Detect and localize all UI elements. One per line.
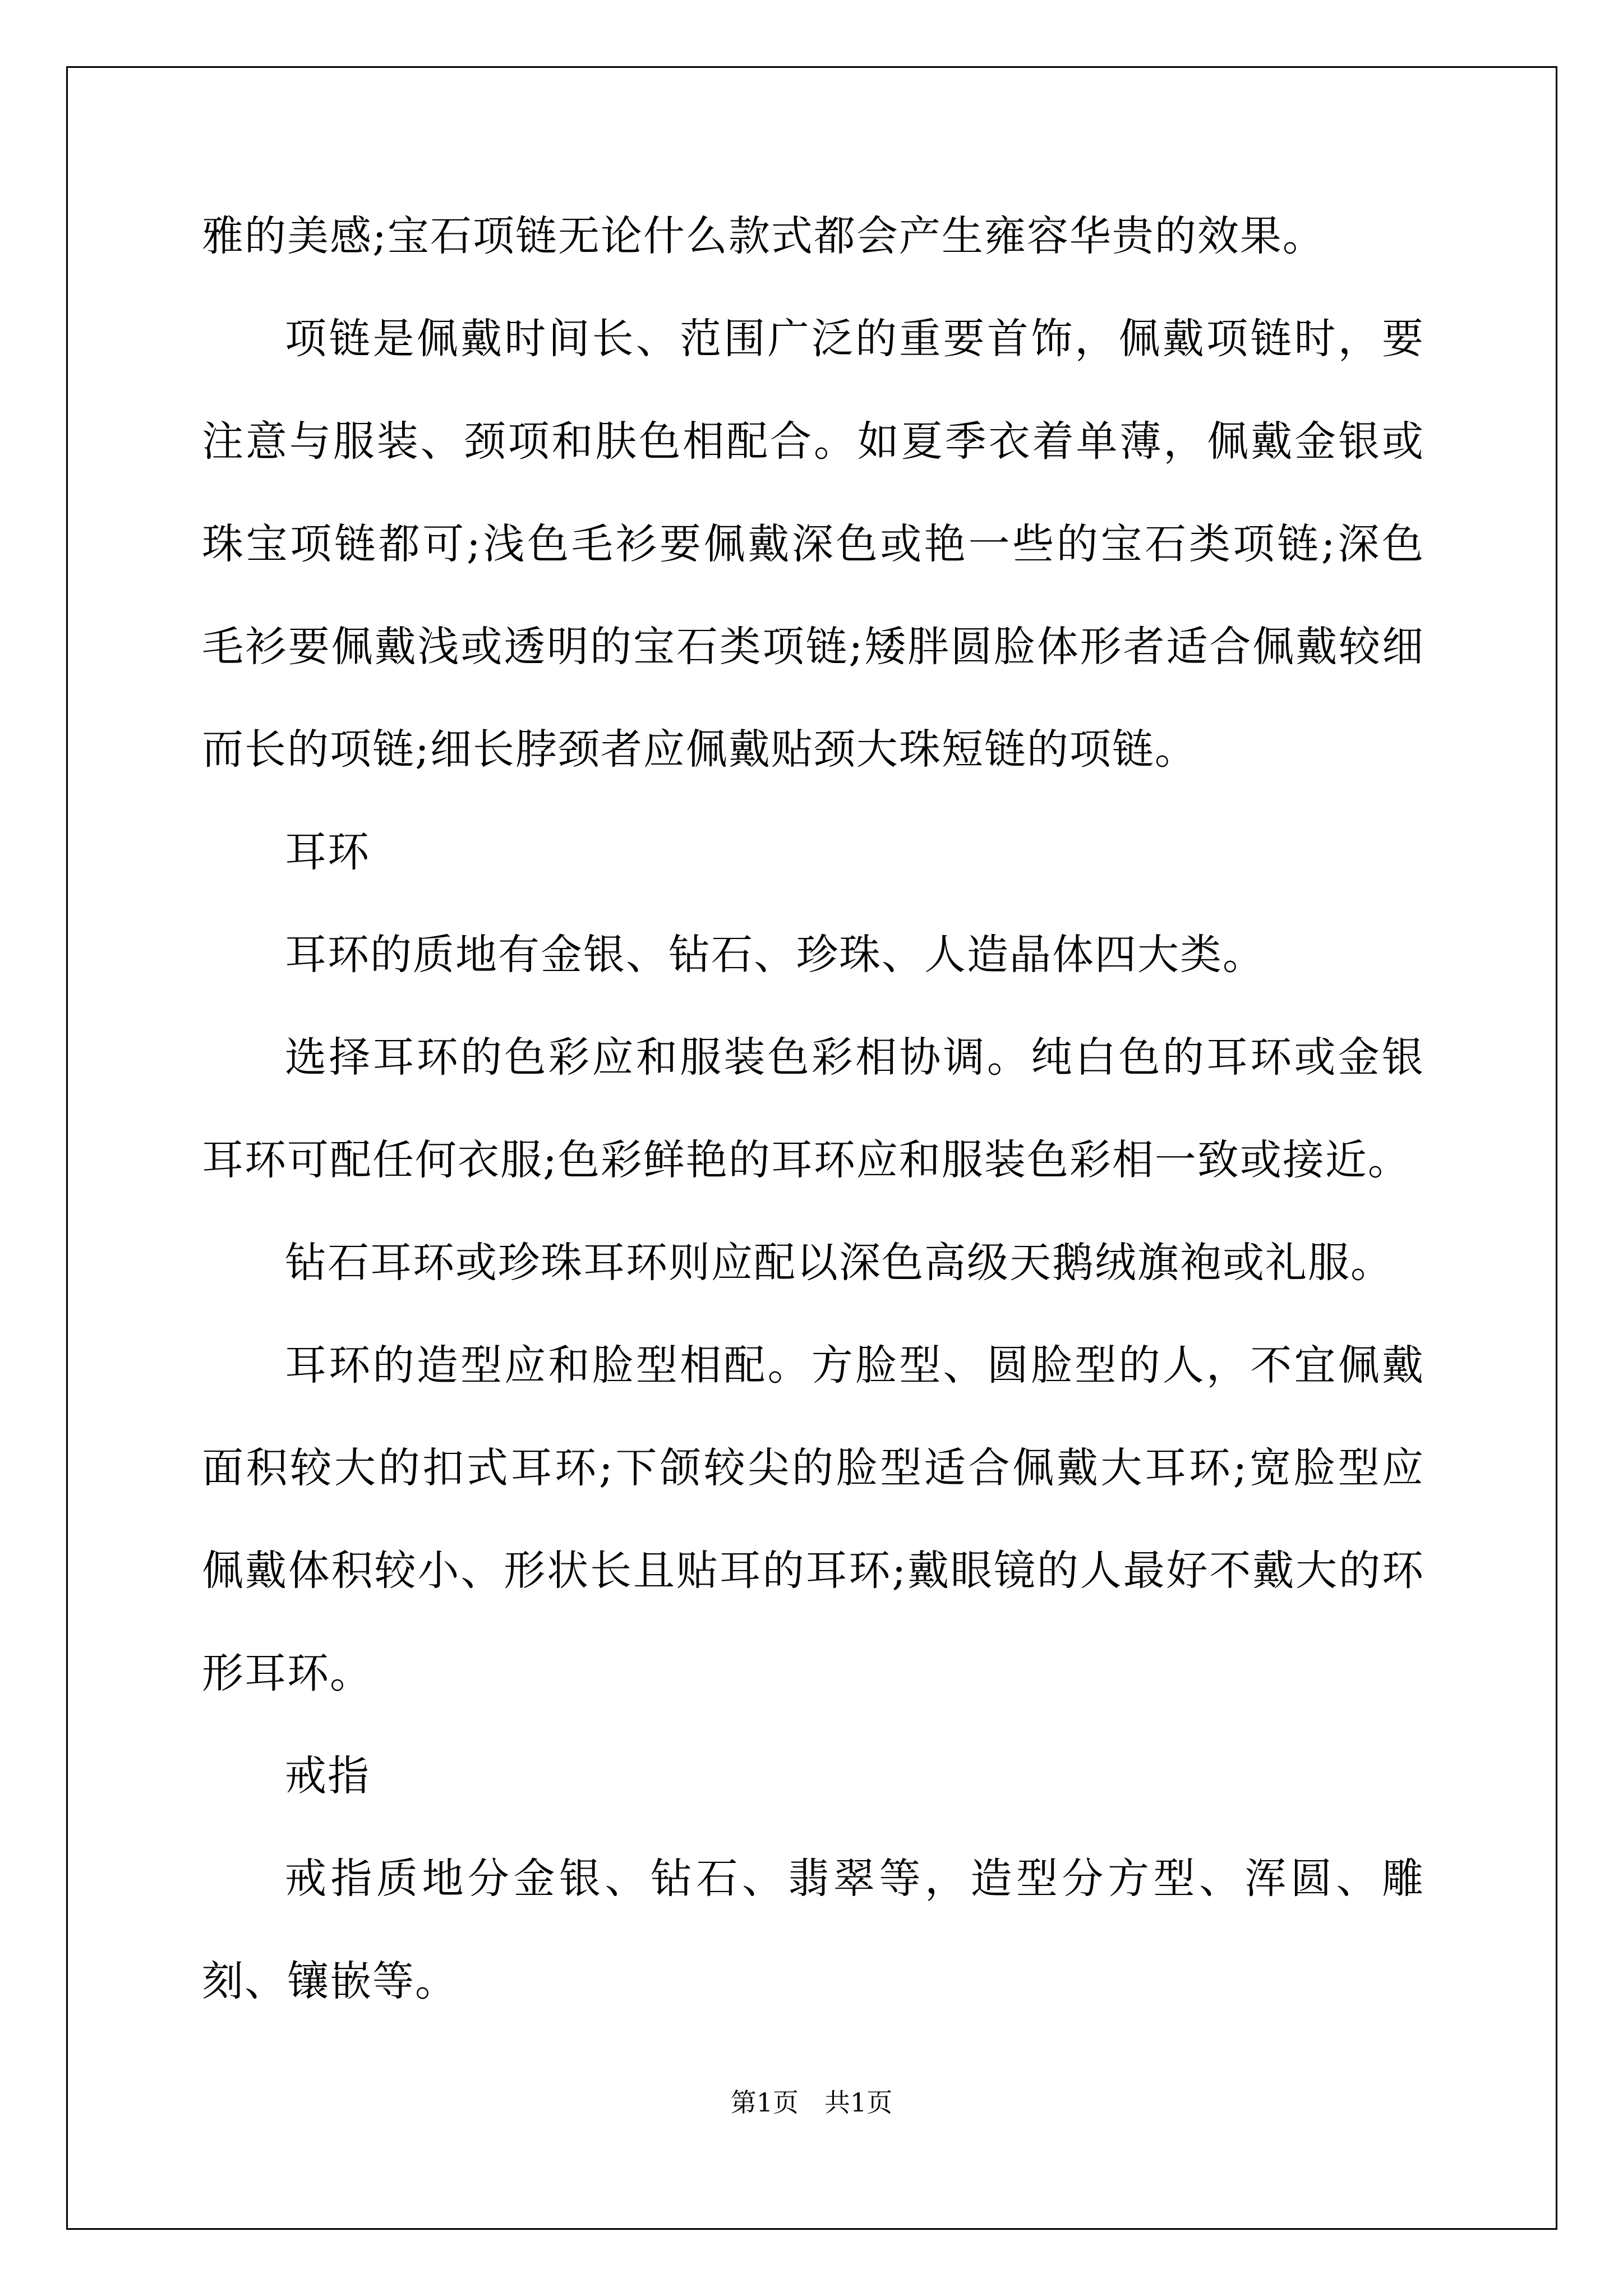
- paragraph: 耳环的质地有金银、钻石、珍珠、人造晶体四大类。: [285, 931, 1265, 979]
- paragraph: 耳环的造型应和脸型相配。方脸型、圆脸型的人，不宜佩戴面积较大的扣式耳环;下颌较尖的脸型适合佩戴大耳环;宽脸型应佩戴体积较小、形状长且贴耳的耳环;戴眼镜的人最好不戴大的环形耳环。: [202, 1341, 1424, 1697]
- paragraph: 项链是佩戴时间长、范围广泛的重要首饰，佩戴项链时，要注意与服装、颈项和肤色相配合。如夏季衣着单薄，佩戴金银或珠宝项链都可;浅色毛衫要佩戴深色或艳一些的宝石类项链;深色毛衫要佩戴浅或透明的宝石类项链;矮胖圆脸体形者适合佩戴较细而长的项链;细长脖颈者应佩戴贴颈大珠短链的项链。: [202, 315, 1424, 774]
- paragraph: 雅的美感;宝石项链无论什么款式都会产生雍容华贵的效果。: [202, 212, 1325, 260]
- page-footer: 第1页 共1页: [730, 2087, 893, 2118]
- document-body: [202, 185, 1424, 2033]
- section-heading-earrings: 耳环: [285, 828, 370, 876]
- section-heading-rings: 戒指: [285, 1752, 370, 1800]
- paragraph: 钻石耳环或珍珠耳环则应配以深色高级天鹅绒旗袍或礼服。: [285, 1239, 1393, 1287]
- paragraph: 戒指质地分金银、钻石、翡翠等，造型分方型、浑圆、雕刻、镶嵌等。: [202, 1855, 1424, 2005]
- paragraph: 选择耳环的色彩应和服装色彩相协调。纯白色的耳环或金银耳环可配任何衣服;色彩鲜艳的耳环应和服装色彩相一致或接近。: [202, 1033, 1424, 1184]
